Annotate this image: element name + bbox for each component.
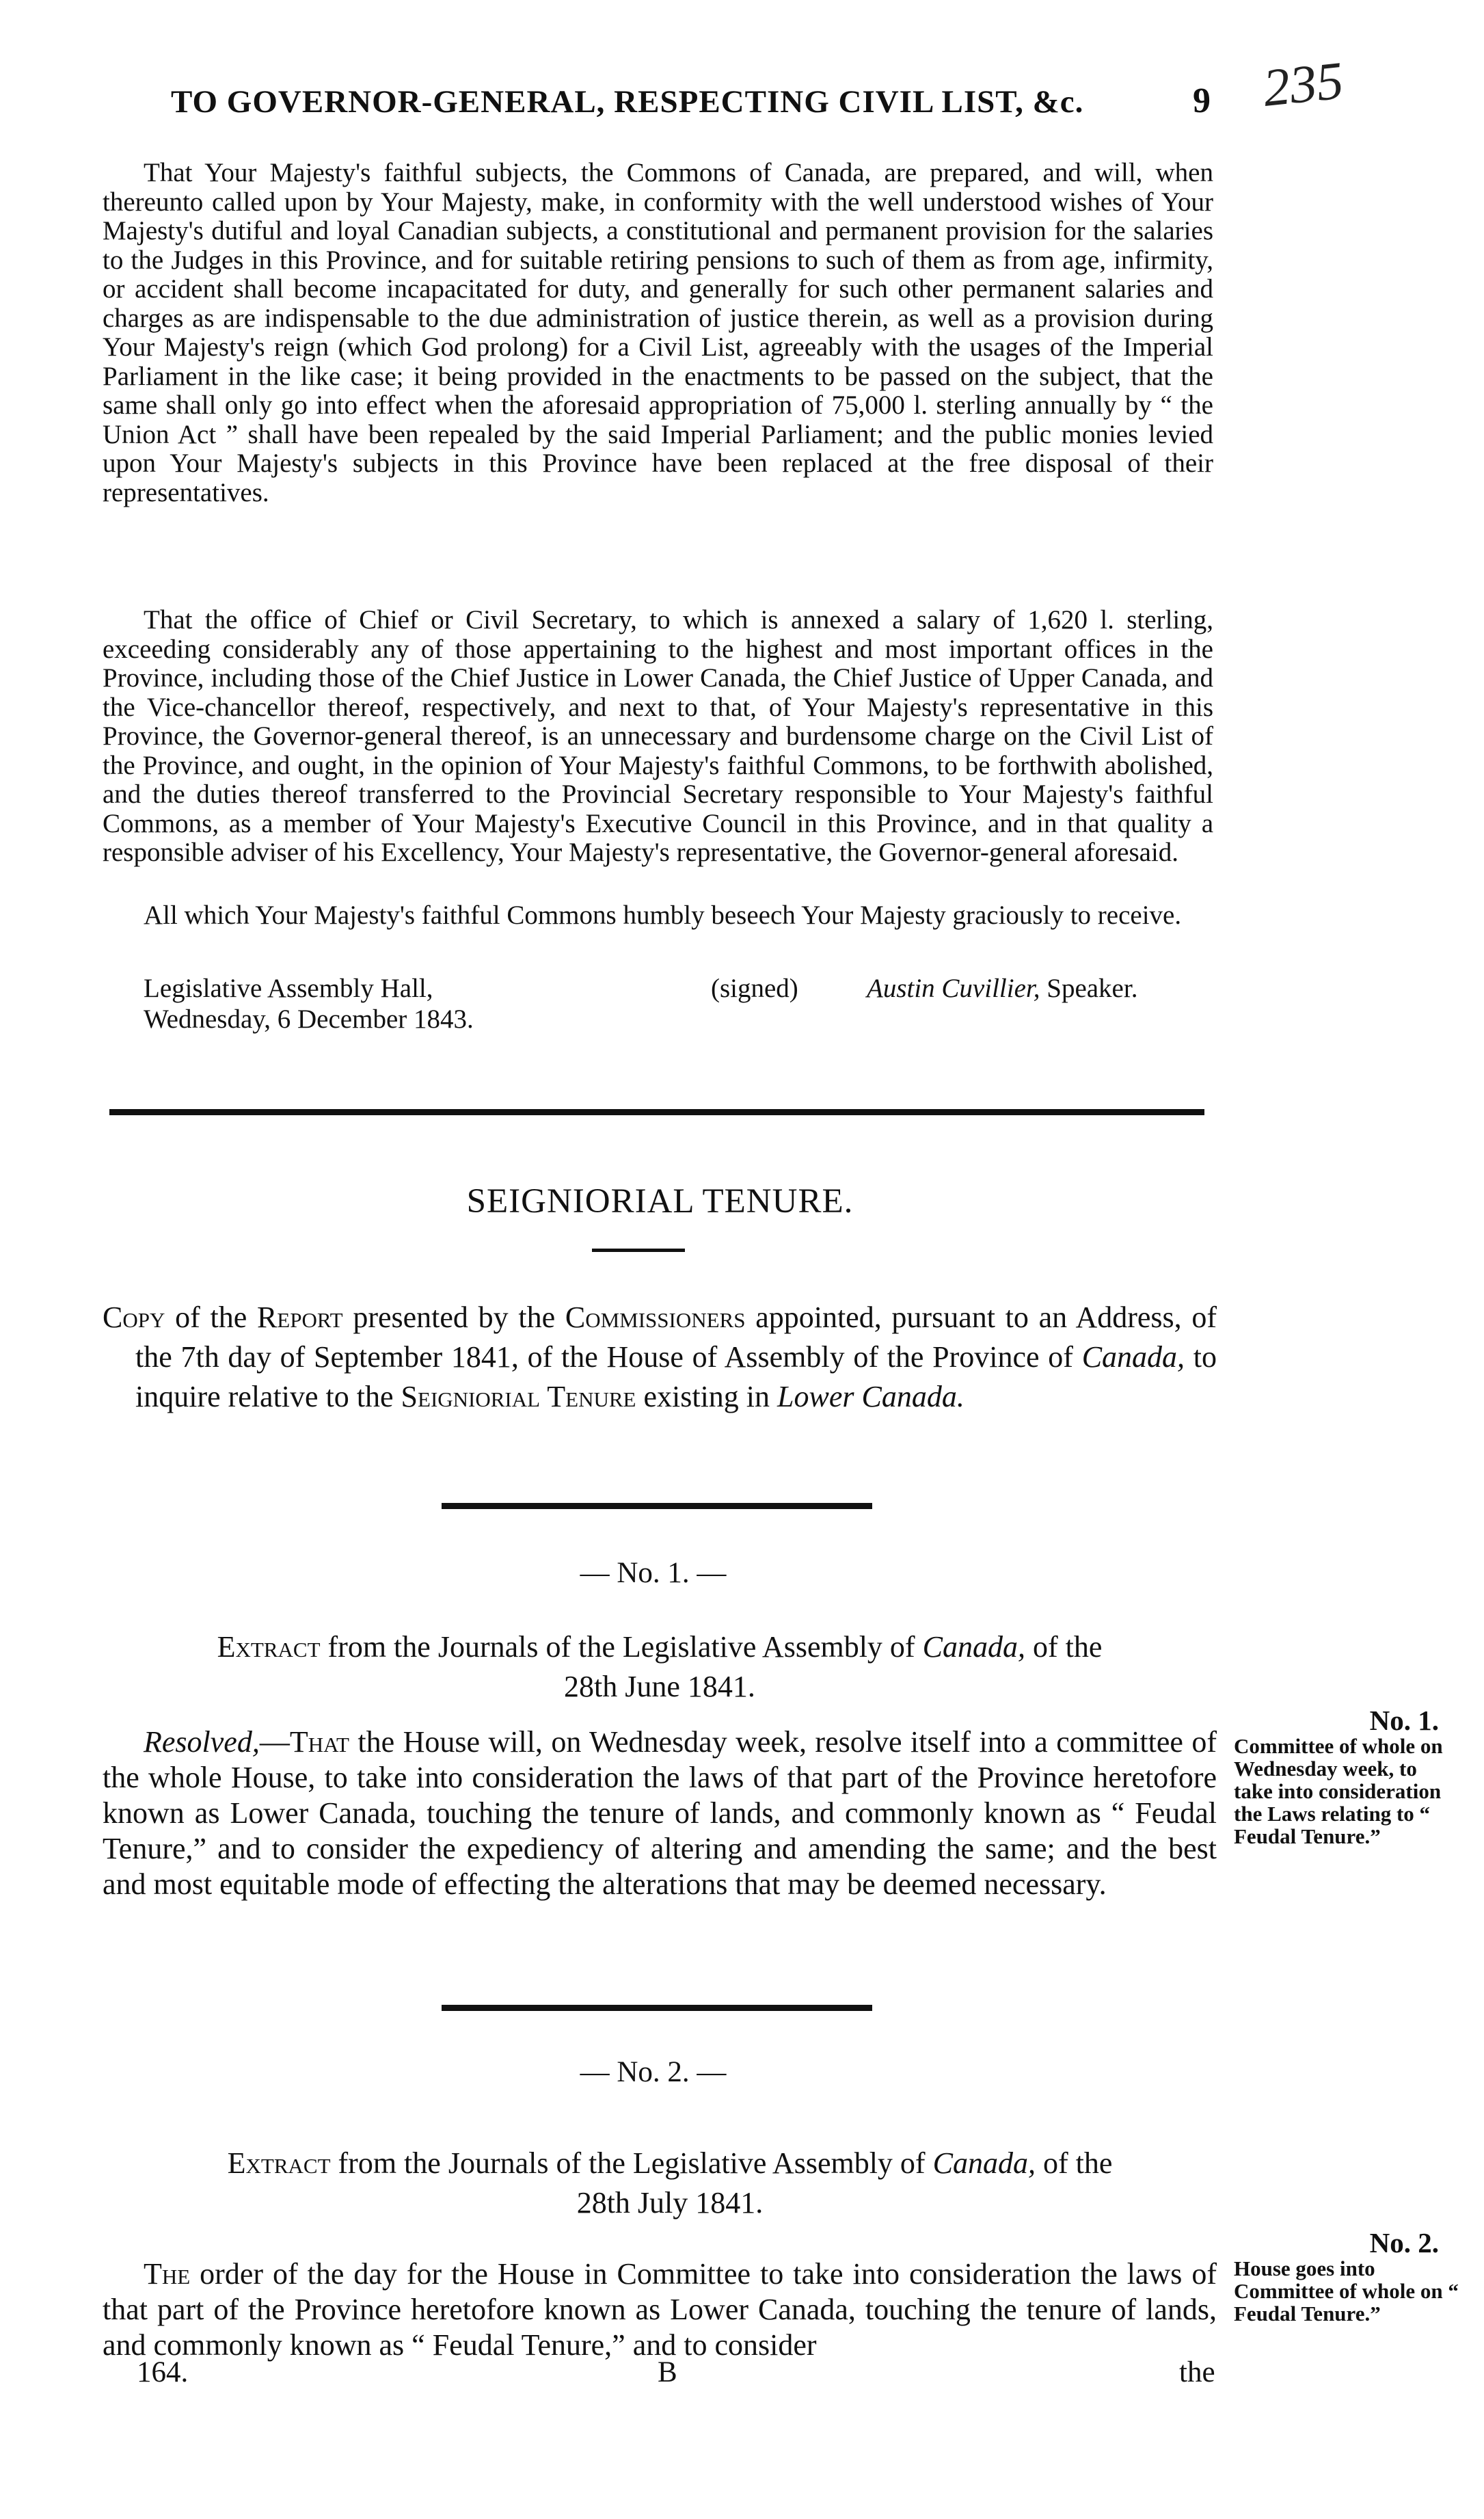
no1-extract-word: Extract bbox=[217, 1630, 321, 1664]
copy-text-4: to inquire relative to the bbox=[135, 1340, 1217, 1413]
report-word: Report bbox=[256, 1301, 343, 1334]
no2-margin-text: House goes into Committee of whole on “ Feudal Tenure.” bbox=[1234, 2256, 1459, 2325]
copy-text-3: appointed, pursuant to an Address, of the 7th day of September 1841, of the House of Assembly of the Province of bbox=[135, 1301, 1217, 1374]
petition-paragraph-1 bbox=[103, 159, 1213, 507]
no2-extract-word: Extract bbox=[227, 2146, 331, 2180]
petition-paragraph-3 bbox=[103, 901, 1213, 931]
petition-paragraph-2 bbox=[103, 606, 1213, 868]
signature-mark: B bbox=[658, 2356, 677, 2388]
page-number: 9 bbox=[1193, 81, 1211, 120]
signed-label: (signed) bbox=[711, 974, 798, 1003]
section-divider-thick bbox=[109, 1109, 1204, 1115]
no1-resolution bbox=[103, 1724, 1217, 1902]
petition-paragraph-3-text: All which Your Majesty's faithful Commons humbly beseech Your Majesty graciously to receive. bbox=[144, 901, 1182, 930]
no2-margin-note bbox=[1234, 2227, 1459, 2325]
petition-paragraph-2-text: That the office of Chief or Civil Secretary, to which is annexed a salary of 1,620 l. sterling, exceeding considerably any of those appertaining to the highest and most important offices in the Province, including those of the Chief Justice in Lower Canada, the Chief Justice of Upper Canada, and the Vice-chancellor thereof, respectively, and next to that, of Your Majesty's representative in this Province, the Governor-general thereof, is an unnecessary and burdensome charge on the Civil List of the Province, and ought, in the opinion of Your Majesty's faithful Commons, to be forthwith abolished, and the duties thereof transferred to the Provincial Secretary responsible to Your Majesty's faithful Commons, as a member of Your Majesty's Executive Council in this Province, and in that quality a responsible adviser of his Excellency, Your Majesty's representative, the Governor-general aforesaid. bbox=[103, 605, 1213, 867]
no2-extract-tail: of the bbox=[1035, 2146, 1113, 2180]
no1-resolution-text bbox=[103, 1724, 1217, 1902]
no2-the-word: The bbox=[144, 2257, 191, 2291]
copy-word: Copy bbox=[103, 1301, 165, 1334]
signer bbox=[867, 973, 1137, 1004]
title-underline bbox=[592, 1249, 685, 1252]
no1-heading: — No. 1. — bbox=[580, 1557, 727, 1589]
no1-extract-heading bbox=[103, 1627, 1217, 1707]
no2-order-body: order of the day for the House in Committee to take into consideration the laws of that part of the Province heretofore known as Lower Canada, touching the tenure of lands, and commonly known as “ Feudal Tenure,” and to consider bbox=[103, 2257, 1217, 2362]
commissioners-word: Commissioners bbox=[565, 1301, 746, 1334]
canada-italic: Canada, bbox=[1081, 1340, 1185, 1374]
resolved-dash: — bbox=[259, 1725, 290, 1759]
no2-order bbox=[103, 2256, 1217, 2363]
divider-2 bbox=[442, 2005, 872, 2011]
sheet-number: 164. bbox=[137, 2356, 189, 2388]
resolved-word: Resolved, bbox=[144, 1725, 260, 1759]
place-and-date bbox=[144, 973, 474, 1035]
no1-extract-tail: of the bbox=[1025, 1630, 1103, 1664]
no1-margin-text: Committee of whole on Wednesday week, to take into consideration the Laws relating to “ Feudal Tenure.” bbox=[1234, 1734, 1443, 1848]
catchword: the bbox=[1179, 2356, 1215, 2388]
no2-extract-canada: Canada, bbox=[932, 2146, 1036, 2180]
no2-order-text bbox=[103, 2256, 1217, 2363]
no1-extract-canada: Canada, bbox=[922, 1630, 1025, 1664]
section-title: SEIGNIORIAL TENURE. bbox=[466, 1182, 854, 1221]
no1-extract-mid: from the Journals of the Legislative Assembly of bbox=[320, 1630, 923, 1664]
divider-1 bbox=[442, 1503, 872, 1509]
lower-canada-italic: Lower Canada. bbox=[777, 1380, 964, 1413]
no1-margin-number: No. 1. bbox=[1369, 1705, 1439, 1736]
signer-name: Austin Cuvillier, bbox=[867, 974, 1040, 1003]
no1-extract-date: 28th June 1841. bbox=[564, 1670, 755, 1703]
no2-heading: — No. 2. — bbox=[580, 2056, 727, 2088]
that-word: That bbox=[289, 1725, 349, 1759]
copy-text-1: of the bbox=[165, 1301, 257, 1334]
copy-of-report-paragraph bbox=[103, 1298, 1217, 1417]
copy-text-5: existing in bbox=[636, 1380, 778, 1413]
no2-extract-mid: from the Journals of the Legislative Assembly of bbox=[330, 2146, 933, 2180]
handwritten-folio-number: 235 bbox=[1260, 50, 1347, 118]
copy-text-2: presented by the bbox=[342, 1301, 565, 1334]
no2-extract-heading bbox=[137, 2144, 1203, 2223]
assembly-hall: Legislative Assembly Hall, bbox=[144, 974, 433, 1003]
seigniorial-tenure-word: Seigniorial Tenure bbox=[401, 1380, 636, 1413]
no1-margin-note bbox=[1234, 1705, 1459, 1848]
signature-date: Wednesday, 6 December 1843. bbox=[144, 1004, 474, 1034]
no2-extract-line bbox=[137, 2144, 1203, 2183]
petition-paragraph-1-text: That Your Majesty's faithful subjects, the Commons of Canada, are prepared, and will, when thereunto called upon by Your Majesty, make, in conformity with the well understood wishes of Your Majesty's dutiful and loyal Canadian subjects, a constitutional and permanent provision for the salaries to the Judges in this Province, and for suitable retiring pensions to such of them as from age, infirmity, or accident shall become incapacitated for duty, and generally for such other permanent salaries and charges as are indispensable to the due administration of justice therein, as well as a provision during Your Majesty's reign (which God prolong) for a Civil List, agreeably with the usages of the Imperial Parliament in the like case; it being provided in the enactments to be passed on the subject, that the same shall only go into effect when the aforesaid appropriation of 75,000 l. sterling annually by “ the Union Act ” shall have been repealed by the said Imperial Parliament; and the public monies levied upon Your Majesty's subjects in this Province have been replaced at the free disposal of their representatives. bbox=[103, 158, 1213, 507]
no1-extract-line bbox=[103, 1627, 1217, 1667]
running-head: TO GOVERNOR-GENERAL, RESPECTING CIVIL LIST, &c. bbox=[171, 84, 1084, 120]
signer-title: Speaker. bbox=[1047, 974, 1138, 1003]
no2-margin-number: No. 2. bbox=[1369, 2227, 1439, 2258]
no2-extract-date: 28th July 1841. bbox=[576, 2186, 764, 2220]
copy-of-report-text bbox=[103, 1298, 1217, 1417]
resolved-text: the House will, on Wednesday week, resolve itself into a committee of the whole House, to take into consideration the laws of that part of the Province heretofore known as Lower Canada, touching the tenure of lands, and commonly known as “ Feudal Tenure,” and to consider the expediency of altering and amending the same; and the best and most equitable mode of effecting the alterations that may be deemed necessary. bbox=[103, 1725, 1217, 1901]
